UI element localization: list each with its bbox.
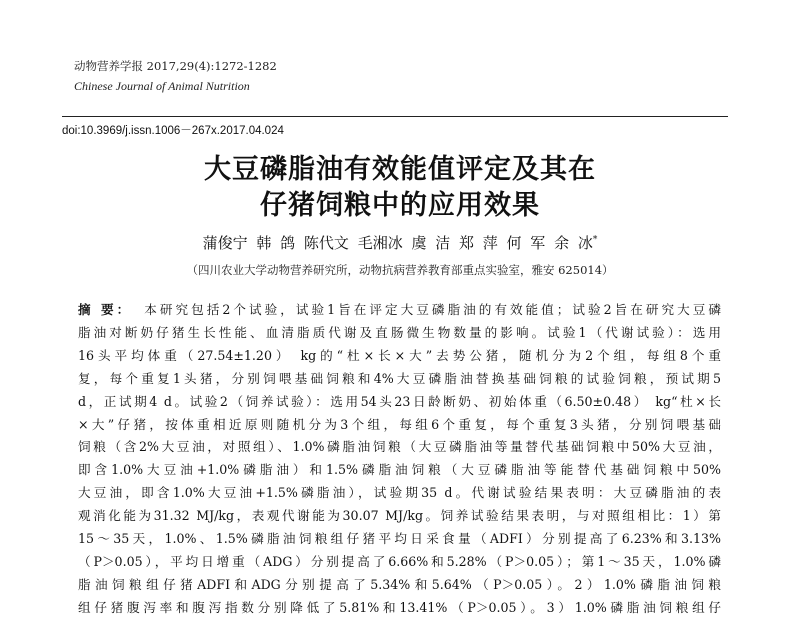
abstract-line xyxy=(78,459,721,482)
corresponding-author-mark: * xyxy=(592,235,598,245)
abstract-line-text: 脂油饲粮组仔猪ADFI和ADG分别提高了5.34%和5.64%（P＞0.05）。2）1.0%磷脂油饲粮 xyxy=(78,576,721,592)
abstract-line-text: 复，每个重复1头猪，分别饲喂基础饲粮和4%大豆磷脂油替换基础饲粮的试验饲粮，预试期5 xyxy=(78,370,721,386)
abstract-line xyxy=(78,322,721,345)
abstract-line-text: 本研究包括2个试验，试验1旨在评定大豆磷脂油的有效能值；试验2旨在研究大豆磷 xyxy=(144,302,721,317)
abstract-line-text: 观消化能为31.32 MJ/kg，表观代谢能为30.07 MJ/kg。饲养试验结果表明，与对照组相比：1）第 xyxy=(78,508,721,524)
abstract-line xyxy=(78,528,721,551)
paper-title-line-2: 仔猪饲粮中的应用效果 xyxy=(260,190,540,221)
abstract xyxy=(78,299,721,620)
abstract-line-text: ×大”仔猪，按体重相近原则随机分为3个组，每组6个重复，每个重复3头猪，分别饲喂基础 xyxy=(78,416,721,432)
abstract-line-text: 组仔猪腹泻率和腹泻指数分别降低了5.81%和13.41%（P＞0.05）。3）1.0%磷脂油饲粮组仔 xyxy=(78,599,721,615)
author-names: 蒲俊宁 韩 鸽 陈代文 毛湘冰 虞 洁 郑 萍 何 军 余 冰 xyxy=(202,234,593,252)
abstract-label: 摘 要： xyxy=(78,302,133,317)
abstract-line-text: 即含1.0%大豆油+1.0%磷脂油）和1.5%磷脂油饲粮（大豆磷脂油等能替代基础饲粮中50% xyxy=(78,462,721,478)
abstract-line-text: 饲粮（含2%大豆油，对照组）、1.0%磷脂油饲粮（大豆磷脂油等量替代基础饲粮中50%大豆油， xyxy=(78,439,721,455)
abstract-line xyxy=(78,505,721,528)
abstract-line xyxy=(78,391,721,414)
abstract-line-text: d，正试期4 d。试验2（饲养试验）：选用54头23日龄断奶、初始体重（6.50±0.48） kg“杜×长 xyxy=(78,393,721,409)
abstract-line xyxy=(78,414,721,437)
abstract-line xyxy=(78,574,721,597)
author-list xyxy=(0,232,800,253)
abstract-line-text: 15～35天，1.0%、1.5%磷脂油饲粮组仔猪平均日采食量（ADFI）分别提高了6.23%和3.13% xyxy=(78,531,721,547)
abstract-line-text: 脂油对断奶仔猪生长性能、血清脂质代谢及直肠微生物数量的影响。试验1（代谢试验）：选用 xyxy=(78,324,721,340)
abstract-line-text: 16头平均体重（27.54±1.20） kg的“杜×长×大”去势公猪，随机分为2个组，每组8个重 xyxy=(78,347,721,363)
abstract-line xyxy=(78,368,721,391)
abstract-line xyxy=(78,436,721,459)
paper-title-line-1: 大豆磷脂油有效能值评定及其在 xyxy=(204,154,596,185)
abstract-line xyxy=(78,299,721,322)
journal-citation-cn: 动物营养学报 2017,29(4):1272-1282 xyxy=(74,59,277,73)
header-rule xyxy=(62,116,728,117)
abstract-line-text: （P＞0.05），平均日增重（ADG）分别提高了6.66%和5.28%（P＞0.05）；第1～35天，1.0%磷 xyxy=(78,553,721,569)
abstract-line xyxy=(78,551,721,574)
abstract-line xyxy=(78,482,721,505)
doi-line: doi:10.3969/j.issn.1006－267x.2017.04.024 xyxy=(62,125,284,137)
abstract-line xyxy=(78,597,721,620)
abstract-line xyxy=(78,345,721,368)
abstract-line-text: 大豆油，即含1.0%大豆油+1.5%磷脂油），试验期35 d。代谢试验结果表明：大豆磷脂油的表 xyxy=(78,485,721,501)
affiliation: （四川农业大学动物营养研究所，动物抗病营养教育部重点实验室，雅安 625014） xyxy=(186,263,614,277)
journal-name-en: Chinese Journal of Animal Nutrition xyxy=(74,79,250,93)
